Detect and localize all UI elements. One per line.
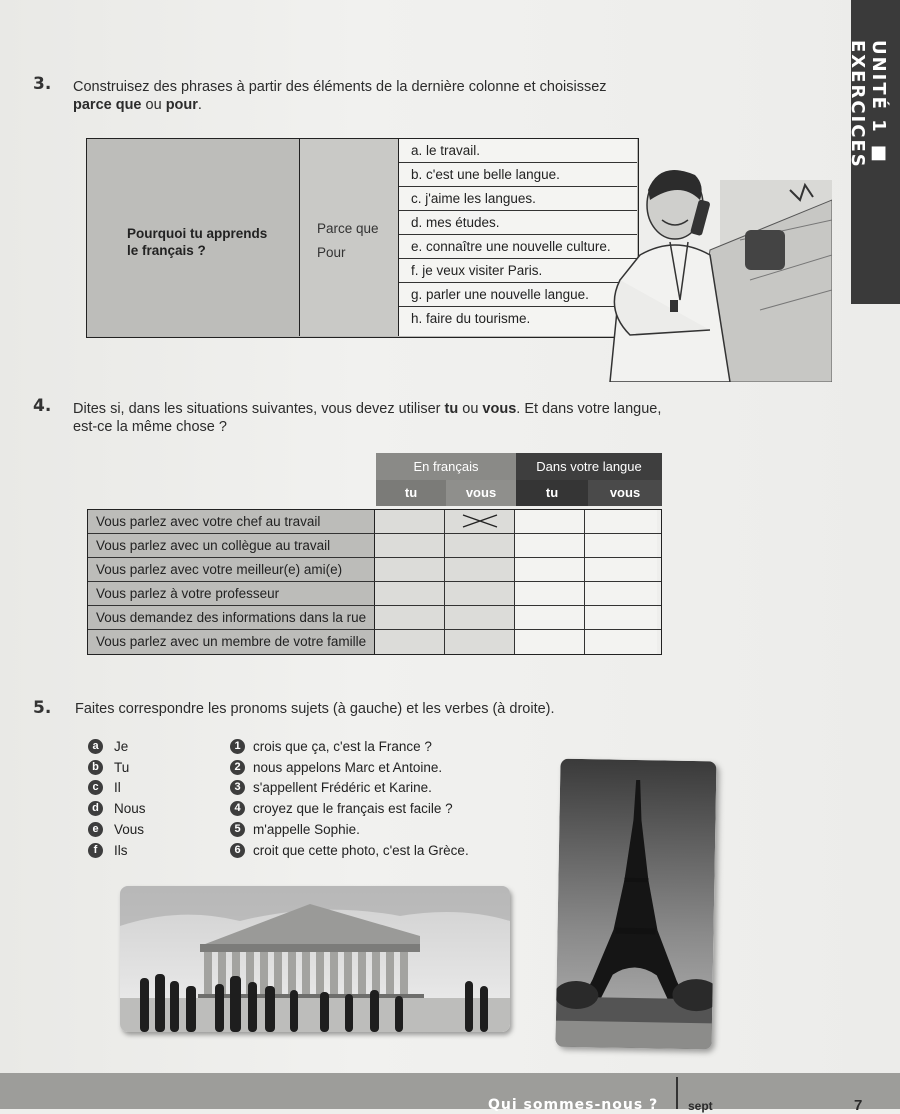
list-item [230, 798, 469, 819]
exercise-3-number: 3. [33, 74, 52, 94]
list-item [88, 840, 146, 861]
connectors [317, 217, 379, 265]
option-item: d. mes études. [399, 211, 637, 235]
list-item [88, 736, 146, 757]
pronoun-text: Il [114, 780, 121, 796]
answer-cell-fr-tu[interactable] [375, 510, 445, 533]
answer-cell-fr-tu[interactable] [375, 534, 445, 557]
option-item: g. parler une nouvelle langue. [399, 283, 637, 307]
question-line1: Pourquoi tu apprends [127, 226, 268, 241]
verb-text: nous appelons Marc et Antoine. [253, 759, 443, 775]
pronoun-list [88, 736, 146, 861]
bold-vous: vous [482, 401, 517, 417]
option-item: a. le travail. [399, 139, 637, 163]
answer-cell-lang-tu[interactable] [515, 630, 585, 654]
list-item [230, 778, 469, 799]
bold-tu: tu [444, 401, 459, 417]
table-row [88, 558, 661, 582]
pronoun-text: Ils [114, 842, 128, 858]
situation-label: Vous parlez avec votre meilleur(e) ami(e) [88, 558, 375, 581]
subheader-lang-tu: tu [516, 480, 588, 506]
answer-cell-lang-vous[interactable] [585, 558, 657, 581]
answer-cell-fr-vous[interactable] [445, 534, 515, 557]
answer-cell-lang-tu[interactable] [515, 558, 585, 581]
letter-badge: f [88, 843, 103, 858]
parthenon-photo [120, 886, 510, 1032]
list-item [88, 778, 146, 799]
subheader-fr-vous: vous [446, 480, 516, 506]
answer-cell-lang-tu[interactable] [515, 510, 585, 533]
option-item: c. j'aime les langues. [399, 187, 637, 211]
footer-page-number: 7 [854, 1097, 863, 1114]
option-item: e. connaître une nouvelle culture. [399, 235, 637, 259]
footer-unit-title: Qui sommes-nous ? [488, 1097, 659, 1113]
table-row [88, 630, 661, 654]
answer-cell-lang-vous[interactable] [585, 606, 657, 629]
number-badge: 1 [230, 739, 245, 754]
number-badge: 2 [230, 760, 245, 775]
text-part-b: ou [458, 401, 483, 417]
verb-text: crois que ça, c'est la France ? [253, 738, 432, 754]
option-item: f. je veux visiter Paris. [399, 259, 637, 283]
answer-cell-fr-tu[interactable] [375, 630, 445, 654]
connector-cell [300, 139, 399, 336]
subheader-fr-tu: tu [376, 480, 446, 506]
subheader-lang-vous: vous [588, 480, 662, 506]
text-part-c: . Et dans votre langue, [516, 401, 662, 417]
table-row [88, 582, 661, 606]
number-badge: 6 [230, 843, 245, 858]
situation-label: Vous parlez à votre professeur [88, 582, 375, 605]
page-footer [0, 1073, 900, 1114]
verb-text: s'appellent Frédéric et Karine. [253, 780, 432, 796]
pronoun-text: Nous [114, 801, 146, 817]
text-part-a: Dites si, dans les situations suivantes, vous devez utiliser [73, 401, 445, 417]
situation-rows [87, 509, 662, 655]
answer-cell-lang-tu[interactable] [515, 582, 585, 605]
exercise-3-instruction-line1: Construisez des phrases à partir des éléments de la dernière colonne et choisissez [73, 79, 607, 95]
letter-badge: e [88, 822, 103, 837]
connector-pour: Pour [317, 245, 346, 260]
answer-cell-lang-vous[interactable] [585, 582, 657, 605]
answer-cell-lang-vous[interactable] [585, 534, 657, 557]
answer-cell-fr-tu[interactable] [375, 558, 445, 581]
table-row [88, 606, 661, 630]
answer-cell-lang-vous[interactable] [585, 630, 657, 654]
situation-label: Vous parlez avec un membre de votre famille [88, 630, 375, 654]
footer-divider [676, 1077, 678, 1109]
exercise-4-instruction-line1 [73, 400, 673, 418]
exercise-3-table [86, 138, 639, 338]
number-badge: 5 [230, 822, 245, 837]
exercise-4-table [87, 453, 663, 658]
pronoun-text: Vous [114, 822, 145, 838]
exercise-3-instruction-line2 [73, 96, 633, 114]
answer-cell-fr-tu[interactable] [375, 582, 445, 605]
unit-side-tab [847, 0, 900, 304]
letter-badge: a [88, 739, 103, 754]
man-on-phone-illustration [600, 160, 832, 382]
situation-label: Vous parlez avec votre chef au travail [88, 510, 375, 533]
letter-badge: d [88, 801, 103, 816]
exercise-5-instruction: Faites correspondre les pronoms sujets (à gauche) et les verbes (à droite). [75, 701, 555, 717]
unit-tab-label: UNITÉ 1 ■ EXERCICES [847, 40, 889, 169]
pronoun-text: Tu [114, 759, 130, 775]
bold-pour: pour [165, 97, 198, 113]
question-cell [87, 139, 300, 336]
situation-label: Vous parlez avec un collègue au travail [88, 534, 375, 557]
exercise-4-number: 4. [33, 396, 52, 416]
answer-cell-fr-vous[interactable] [445, 558, 515, 581]
text-ou: ou [141, 97, 166, 113]
situation-label: Vous demandez des informations dans la rue [88, 606, 375, 629]
header-dans-votre-langue: Dans votre langue [516, 453, 662, 480]
exercise-4-instruction [73, 400, 673, 436]
list-item [230, 757, 469, 778]
answer-cell-fr-vous[interactable] [445, 582, 515, 605]
answer-cell-lang-tu[interactable] [515, 606, 585, 629]
question-text [127, 225, 267, 259]
option-item: h. faire du tourisme. [411, 311, 531, 326]
list-item [230, 819, 469, 840]
pronoun-text: Je [114, 738, 129, 754]
answer-cell-fr-tu[interactable] [375, 606, 445, 629]
text-period: . [197, 97, 202, 113]
table-row [88, 510, 661, 534]
exercise-4-instruction-line2: est-ce la même chose ? [73, 419, 227, 435]
verb-text: croyez que le français est facile ? [253, 801, 453, 817]
answer-cell-fr-vous[interactable] [445, 510, 515, 533]
verb-list [230, 736, 469, 861]
header-en-francais: En français [376, 453, 516, 480]
footer-page-word: sept [688, 1099, 713, 1113]
letter-badge: c [88, 780, 103, 795]
number-badge: 4 [230, 801, 245, 816]
letter-badge: b [88, 760, 103, 775]
verb-text: m'appelle Sophie. [253, 822, 360, 838]
answer-cell-lang-vous[interactable] [585, 510, 657, 533]
list-item [230, 840, 469, 861]
connector-parce-que: Parce que [317, 221, 379, 236]
cross-mark-icon [461, 512, 499, 530]
exercise-5-number: 5. [33, 698, 52, 718]
answer-cell-lang-tu[interactable] [515, 534, 585, 557]
option-item: b. c'est une belle langue. [399, 163, 637, 187]
bold-parce-que: parce que [73, 97, 142, 113]
list-item [88, 819, 146, 840]
table-row [88, 534, 661, 558]
list-item [88, 757, 146, 778]
exercise-3-instruction [73, 78, 633, 114]
answer-cell-fr-vous[interactable] [445, 630, 515, 654]
answer-cell-fr-vous[interactable] [445, 606, 515, 629]
eiffel-tower-photo [555, 759, 716, 1050]
list-item [88, 798, 146, 819]
question-line2: le français ? [127, 243, 206, 258]
verb-text: croit que cette photo, c'est la Grèce. [253, 842, 469, 858]
number-badge: 3 [230, 780, 245, 795]
list-item [230, 736, 469, 757]
